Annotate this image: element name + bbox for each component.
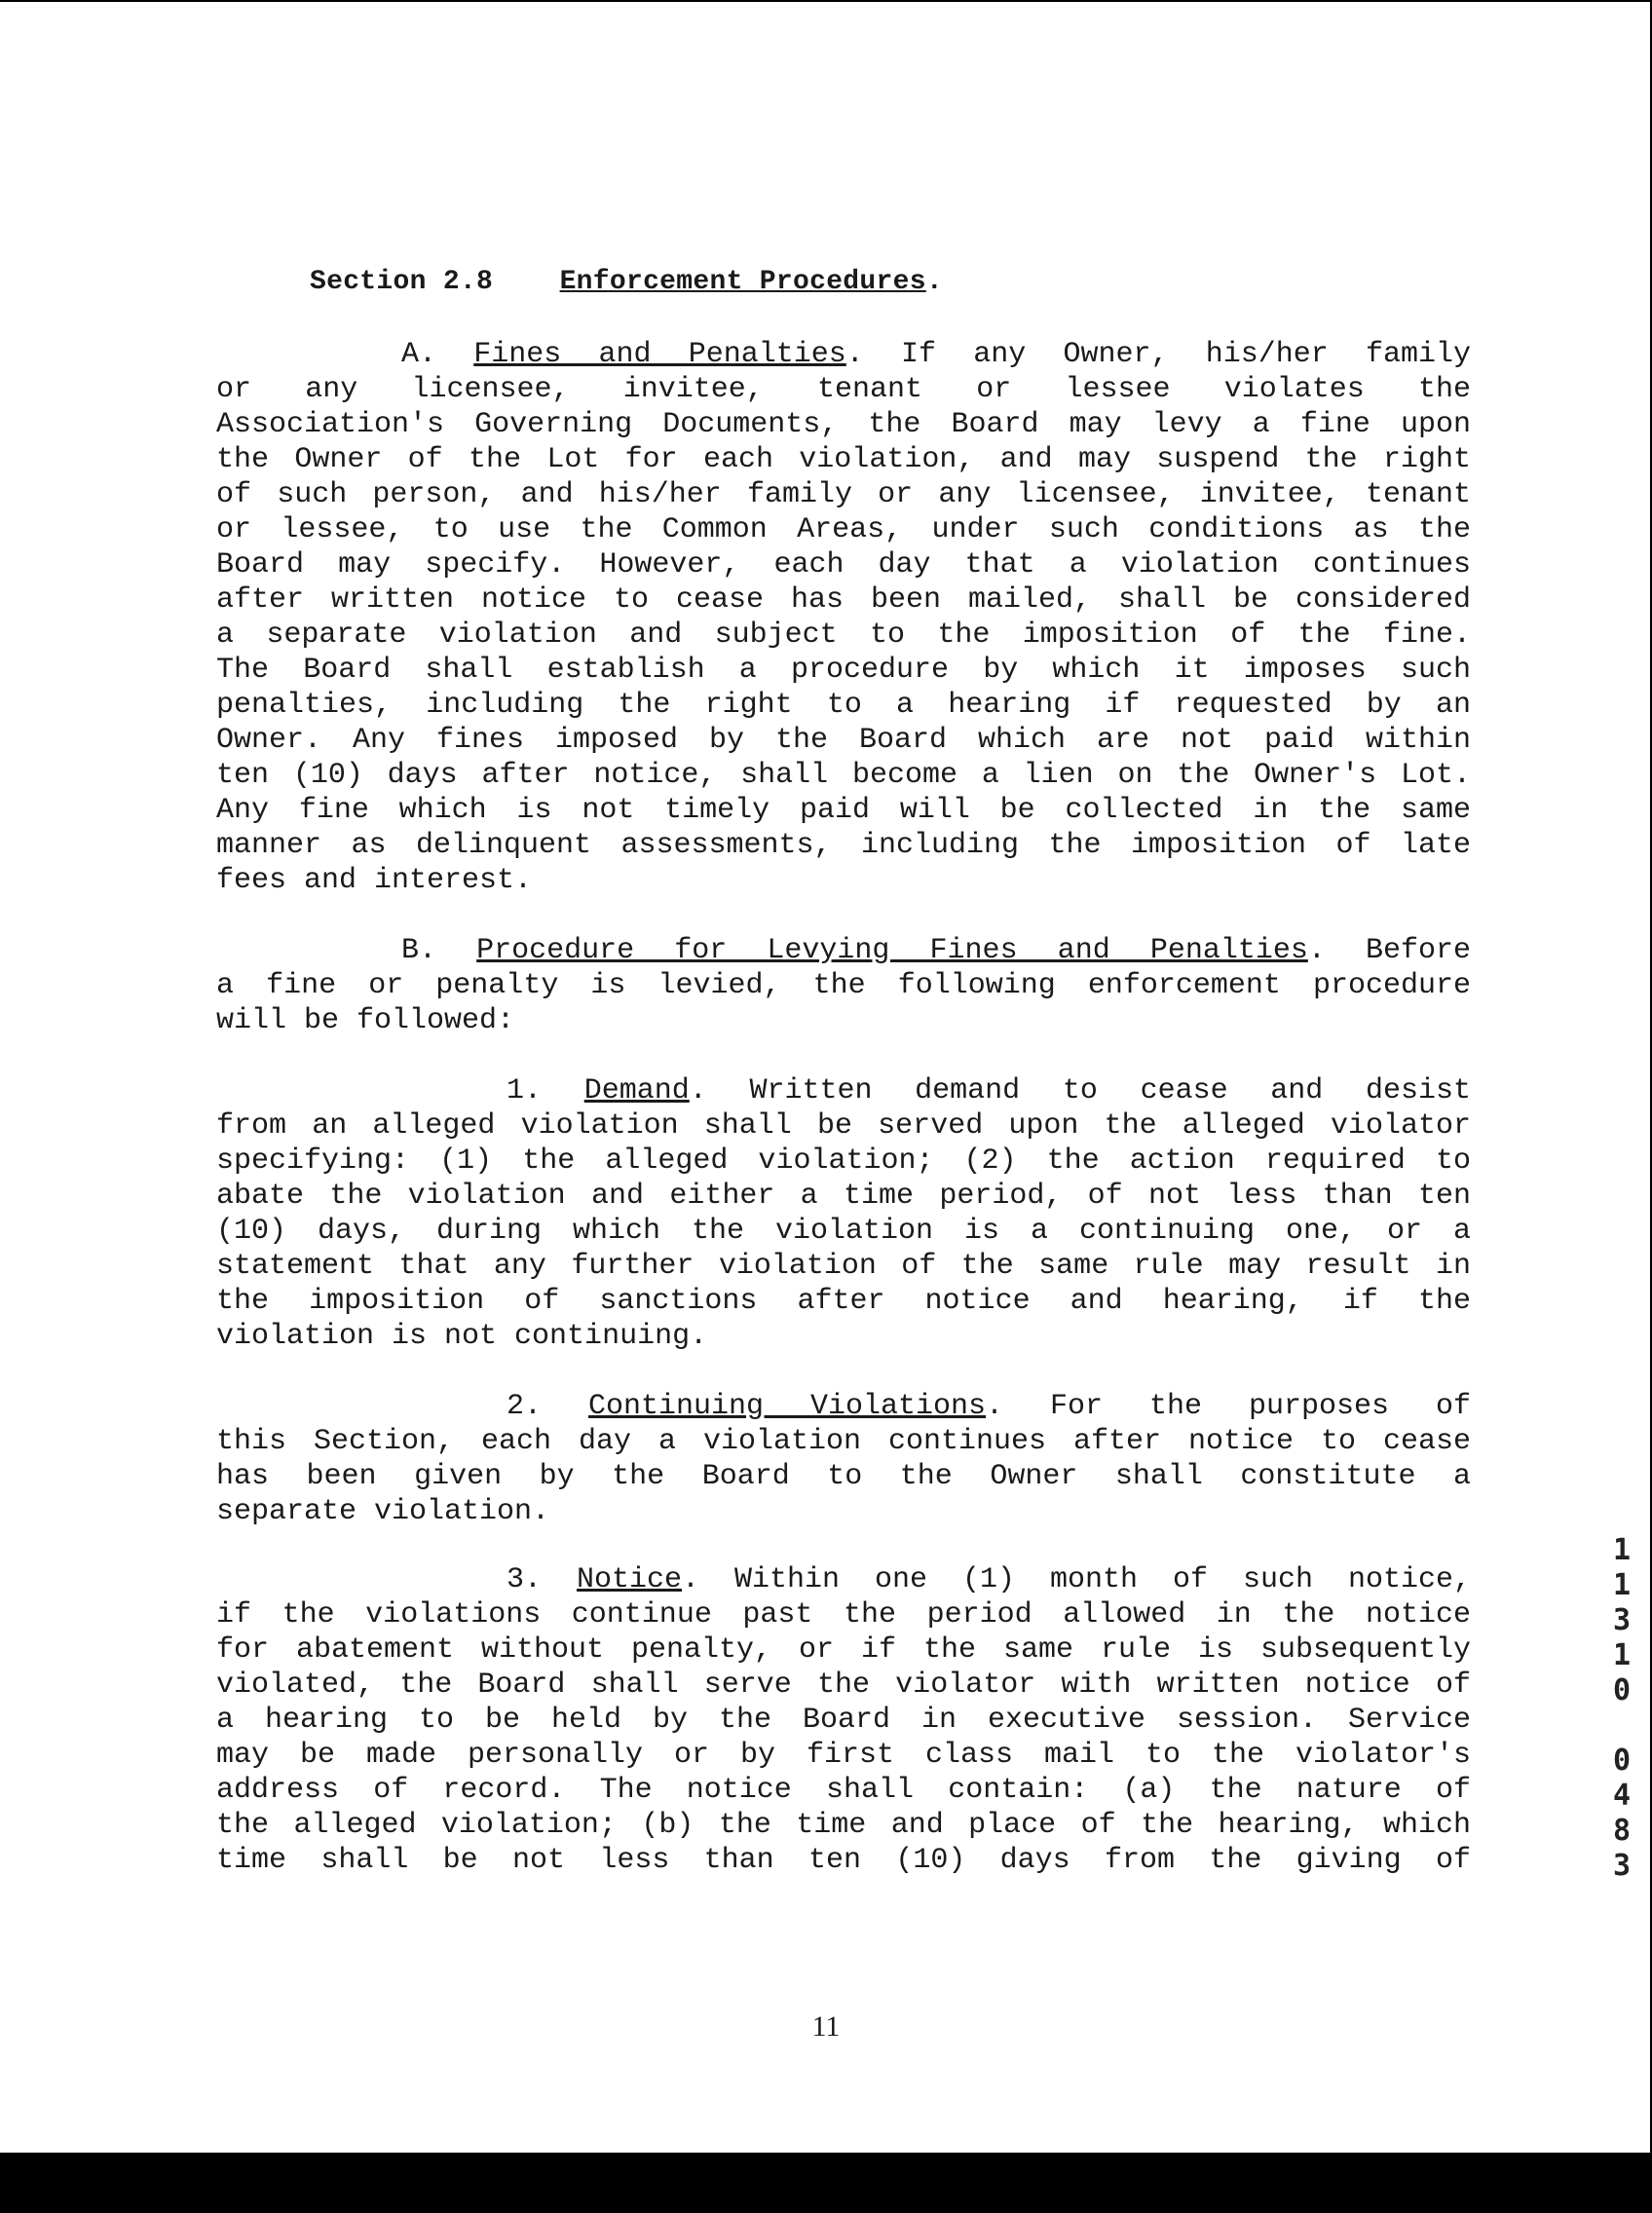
item-1-title: Demand <box>583 1074 690 1107</box>
section-title: Enforcement Procedures <box>559 267 926 297</box>
item-3-label: 3. <box>507 1563 543 1596</box>
section-heading <box>310 267 943 297</box>
scan-bottom-bar <box>0 2153 1652 2213</box>
paragraph-b: B. Procedure for Levying Fines and Penalties. Before a fine or penalty is levied, the following enforcement procedure will be followed: <box>216 934 1471 1037</box>
paragraph-a: A. Fines and Penalties. If any Owner, his/her family or any licensee, invitee, tenant or lessee violates the Association's Governing Documents, the Board may levy a fine upon the Owner of the Lot for each violation, and may suspend the right of such person, and his/her family or any licensee, invitee, tenant or lessee, to use the Common Areas, under such conditions as the Board may specify. However, each day that a violation continues after written notice to cease has been mailed, shall be considered a separate violation and subject to the imposition of the fine. The Board shall establish a procedure by which it imposes such penalties, including the right to a hearing if requested by an Owner. Any fines imposed by the Board which are not paid within ten (10) days after notice, shall become a lien on the Owner's Lot. Any fine which is not timely paid will be collected in the same manner as delinquent assessments, including the imposition of late fees and interest. <box>216 338 1471 897</box>
item-1-demand: 1. Demand. Written demand to cease and desist from an alleged violation shall be served upon the alleged violator specifying: (1) the alleged violation; (2) the action required to abate the violation and either a time period, of not less than ten (10) days, during which the violation is a continuing one, or a statement that any further violation of the same rule may result in the imposition of sanctions after notice and hearing, if the violation is not continuing. <box>216 1074 1471 1353</box>
item-2-title: Continuing Violations <box>588 1390 987 1423</box>
paragraph-a-title: Fines and Penalties <box>473 338 846 371</box>
item-1-label: 1. <box>507 1074 543 1107</box>
item-2-continuing-violations: 2. Continuing Violations. For the purposes of this Section, each day a violation continues after notice to cease has been given by the Board to the Owner shall constitute a separate violation. <box>216 1390 1471 1528</box>
section-number: Section 2.8 <box>310 267 494 297</box>
paragraph-b-title: Procedure for Levying Fines and Penalties <box>476 934 1308 967</box>
page-border-top <box>0 0 1652 2</box>
page-number: 11 <box>811 2010 841 2043</box>
section-title-period: . <box>925 267 943 297</box>
paragraph-a-label: A. <box>401 338 437 371</box>
item-3-notice: 3. Notice. Within one (1) month of such notice, if the violations continue past the period allowed in the notice for abatement without penalty, or if the same rule is subsequently violated, the Board shall serve the violator with written notice of a hearing to be held by the Board in executive session. Service may be made personally or by first class mail to the violator's address of record. The notice shall contain: (a) the nature of the alleged violation; (b) the time and place of the hearing, which time shall be not less than ten (10) days from the giving of <box>216 1563 1471 1877</box>
item-2-label: 2. <box>507 1390 543 1423</box>
item-3-title: Notice <box>577 1563 683 1596</box>
margin-stamp: 1 1 3 1 0 0 4 8 3 <box>1612 1533 1632 1883</box>
paragraph-b-label: B. <box>401 934 437 967</box>
